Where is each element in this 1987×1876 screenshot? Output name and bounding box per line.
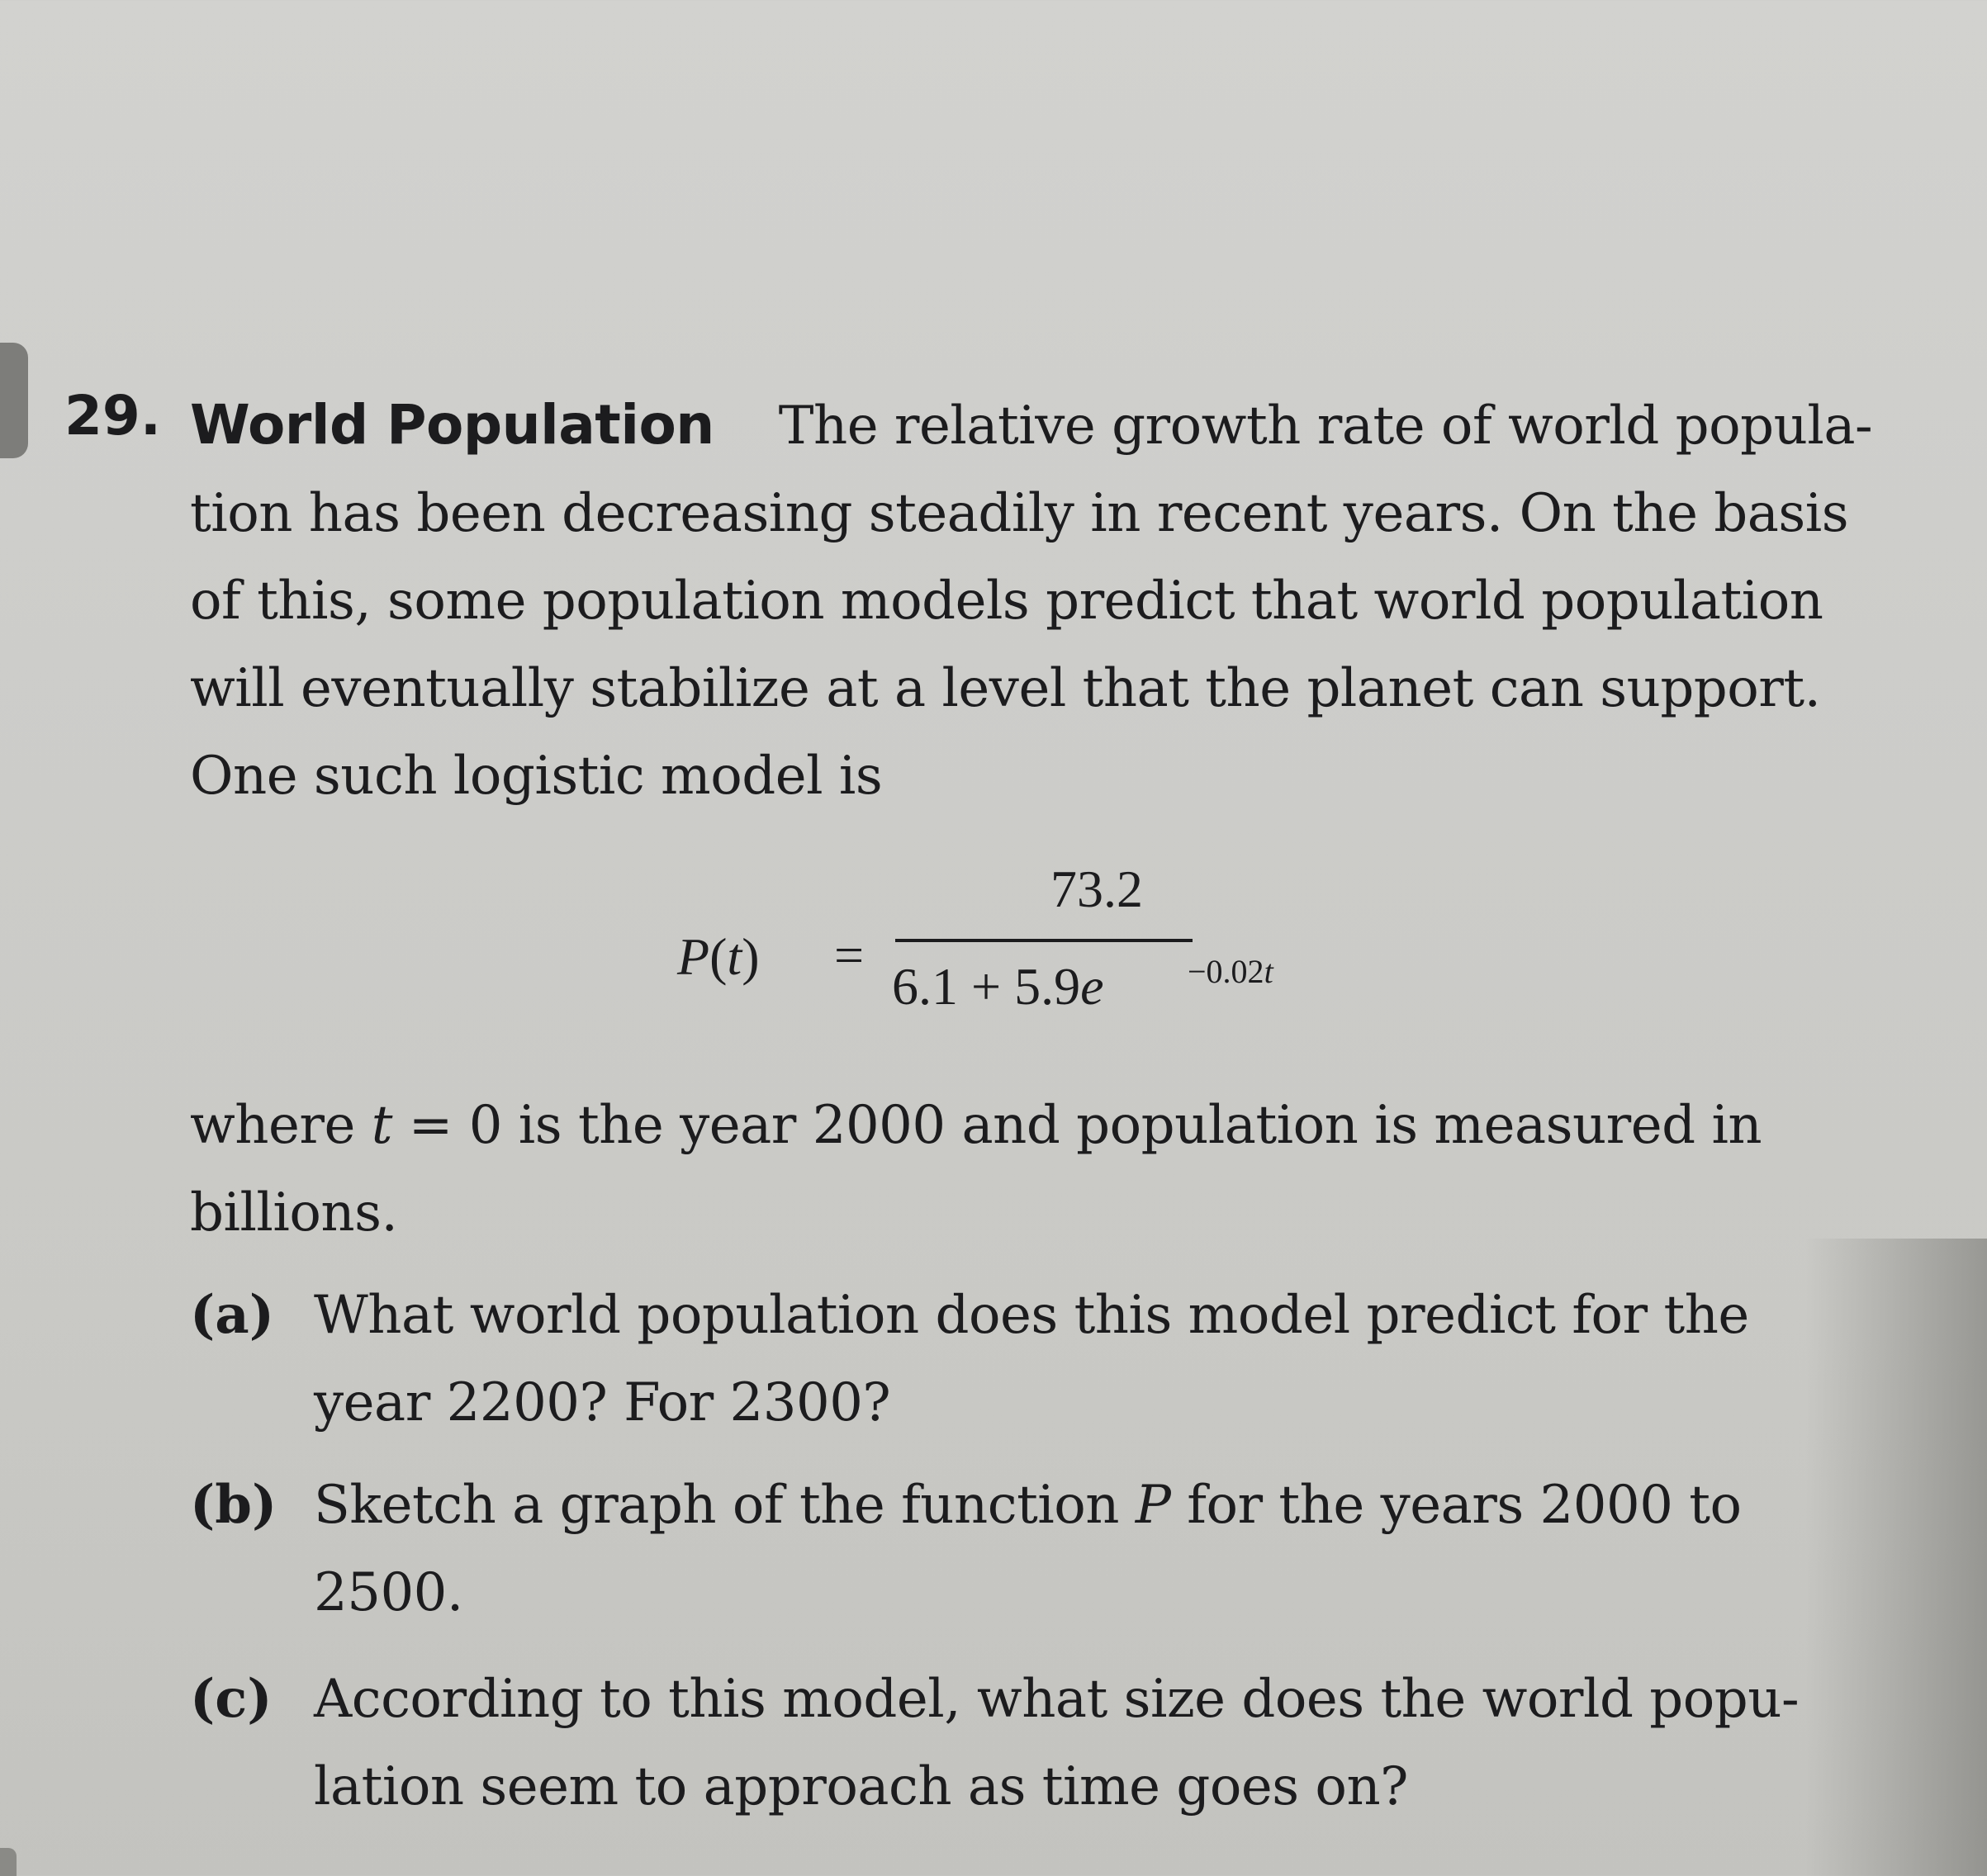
part-b-line <box>314 1461 1966 1549</box>
exponent-coefficient: −0.02 <box>1188 953 1264 990</box>
problem-title: World Population <box>190 393 714 457</box>
denominator-base: e <box>1080 957 1104 1016</box>
formula-explanation <box>190 1082 1966 1257</box>
exponent-variable: t <box>1264 953 1273 990</box>
formula-lhs <box>677 927 760 986</box>
part-a-text <box>314 1272 1966 1447</box>
part-b-line: 2500. <box>314 1562 463 1623</box>
part-a-label: (a) <box>190 1284 275 1346</box>
formula-denominator <box>892 957 1104 1016</box>
explanation-line-1 <box>190 1082 1966 1169</box>
problem-number: 29. <box>64 384 161 448</box>
part-b-text-span: for the years 2000 to <box>1170 1475 1742 1536</box>
intro-text-line: The relative growth rate of world popula- <box>778 396 1873 457</box>
part-b <box>190 1461 1966 1643</box>
explanation-variable: t <box>371 1095 392 1156</box>
page-edge-tab-lower <box>0 1848 17 1876</box>
intro-text-line: tion has been decreasing steadily in recent years. On the basis <box>190 483 1849 544</box>
page-edge-tab <box>0 343 28 458</box>
formula-paren-open: ( <box>709 927 728 986</box>
part-b-label: (b) <box>190 1474 277 1536</box>
intro-text-line: of this, some population models predict that world population <box>190 571 1823 632</box>
part-c-line: According to this model, what size does the world popu- <box>314 1669 1800 1730</box>
explanation-text: = 0 is the year 2000 and population is measured in <box>391 1095 1762 1156</box>
part-b-text-span: Sketch a graph of the function <box>314 1475 1136 1536</box>
part-c-text <box>314 1656 1966 1831</box>
part-c-line: lation seem to approach as time goes on? <box>314 1756 1408 1817</box>
intro-text-line: will eventually stabilize at a level that the planet can support. <box>190 658 1821 719</box>
fraction-bar <box>895 939 1193 942</box>
explanation-text: where <box>190 1095 372 1156</box>
part-c-label: (c) <box>190 1668 273 1730</box>
part-a <box>190 1272 1966 1453</box>
part-a-line: year 2200? For 2300? <box>314 1372 891 1433</box>
part-b-text <box>314 1461 1966 1637</box>
formula-equals: = <box>834 926 865 984</box>
intro-line-1 <box>190 381 1987 470</box>
problem-intro <box>190 381 1987 820</box>
formula-function-name: P <box>677 927 710 986</box>
part-b-variable: P <box>1135 1475 1171 1536</box>
formula-numerator: 73.2 <box>1050 860 1143 918</box>
intro-text-line: One such logistic model is <box>190 746 883 807</box>
formula-variable: t <box>727 927 742 986</box>
denominator-constant: 6.1 + 5.9 <box>892 957 1081 1016</box>
formula-exponent <box>1188 955 1273 988</box>
formula-paren-close: ) <box>742 927 760 986</box>
part-a-line: What world population does this model predict for the <box>314 1285 1749 1346</box>
explanation-line-2: billions. <box>190 1182 398 1244</box>
part-c <box>190 1656 1966 1837</box>
